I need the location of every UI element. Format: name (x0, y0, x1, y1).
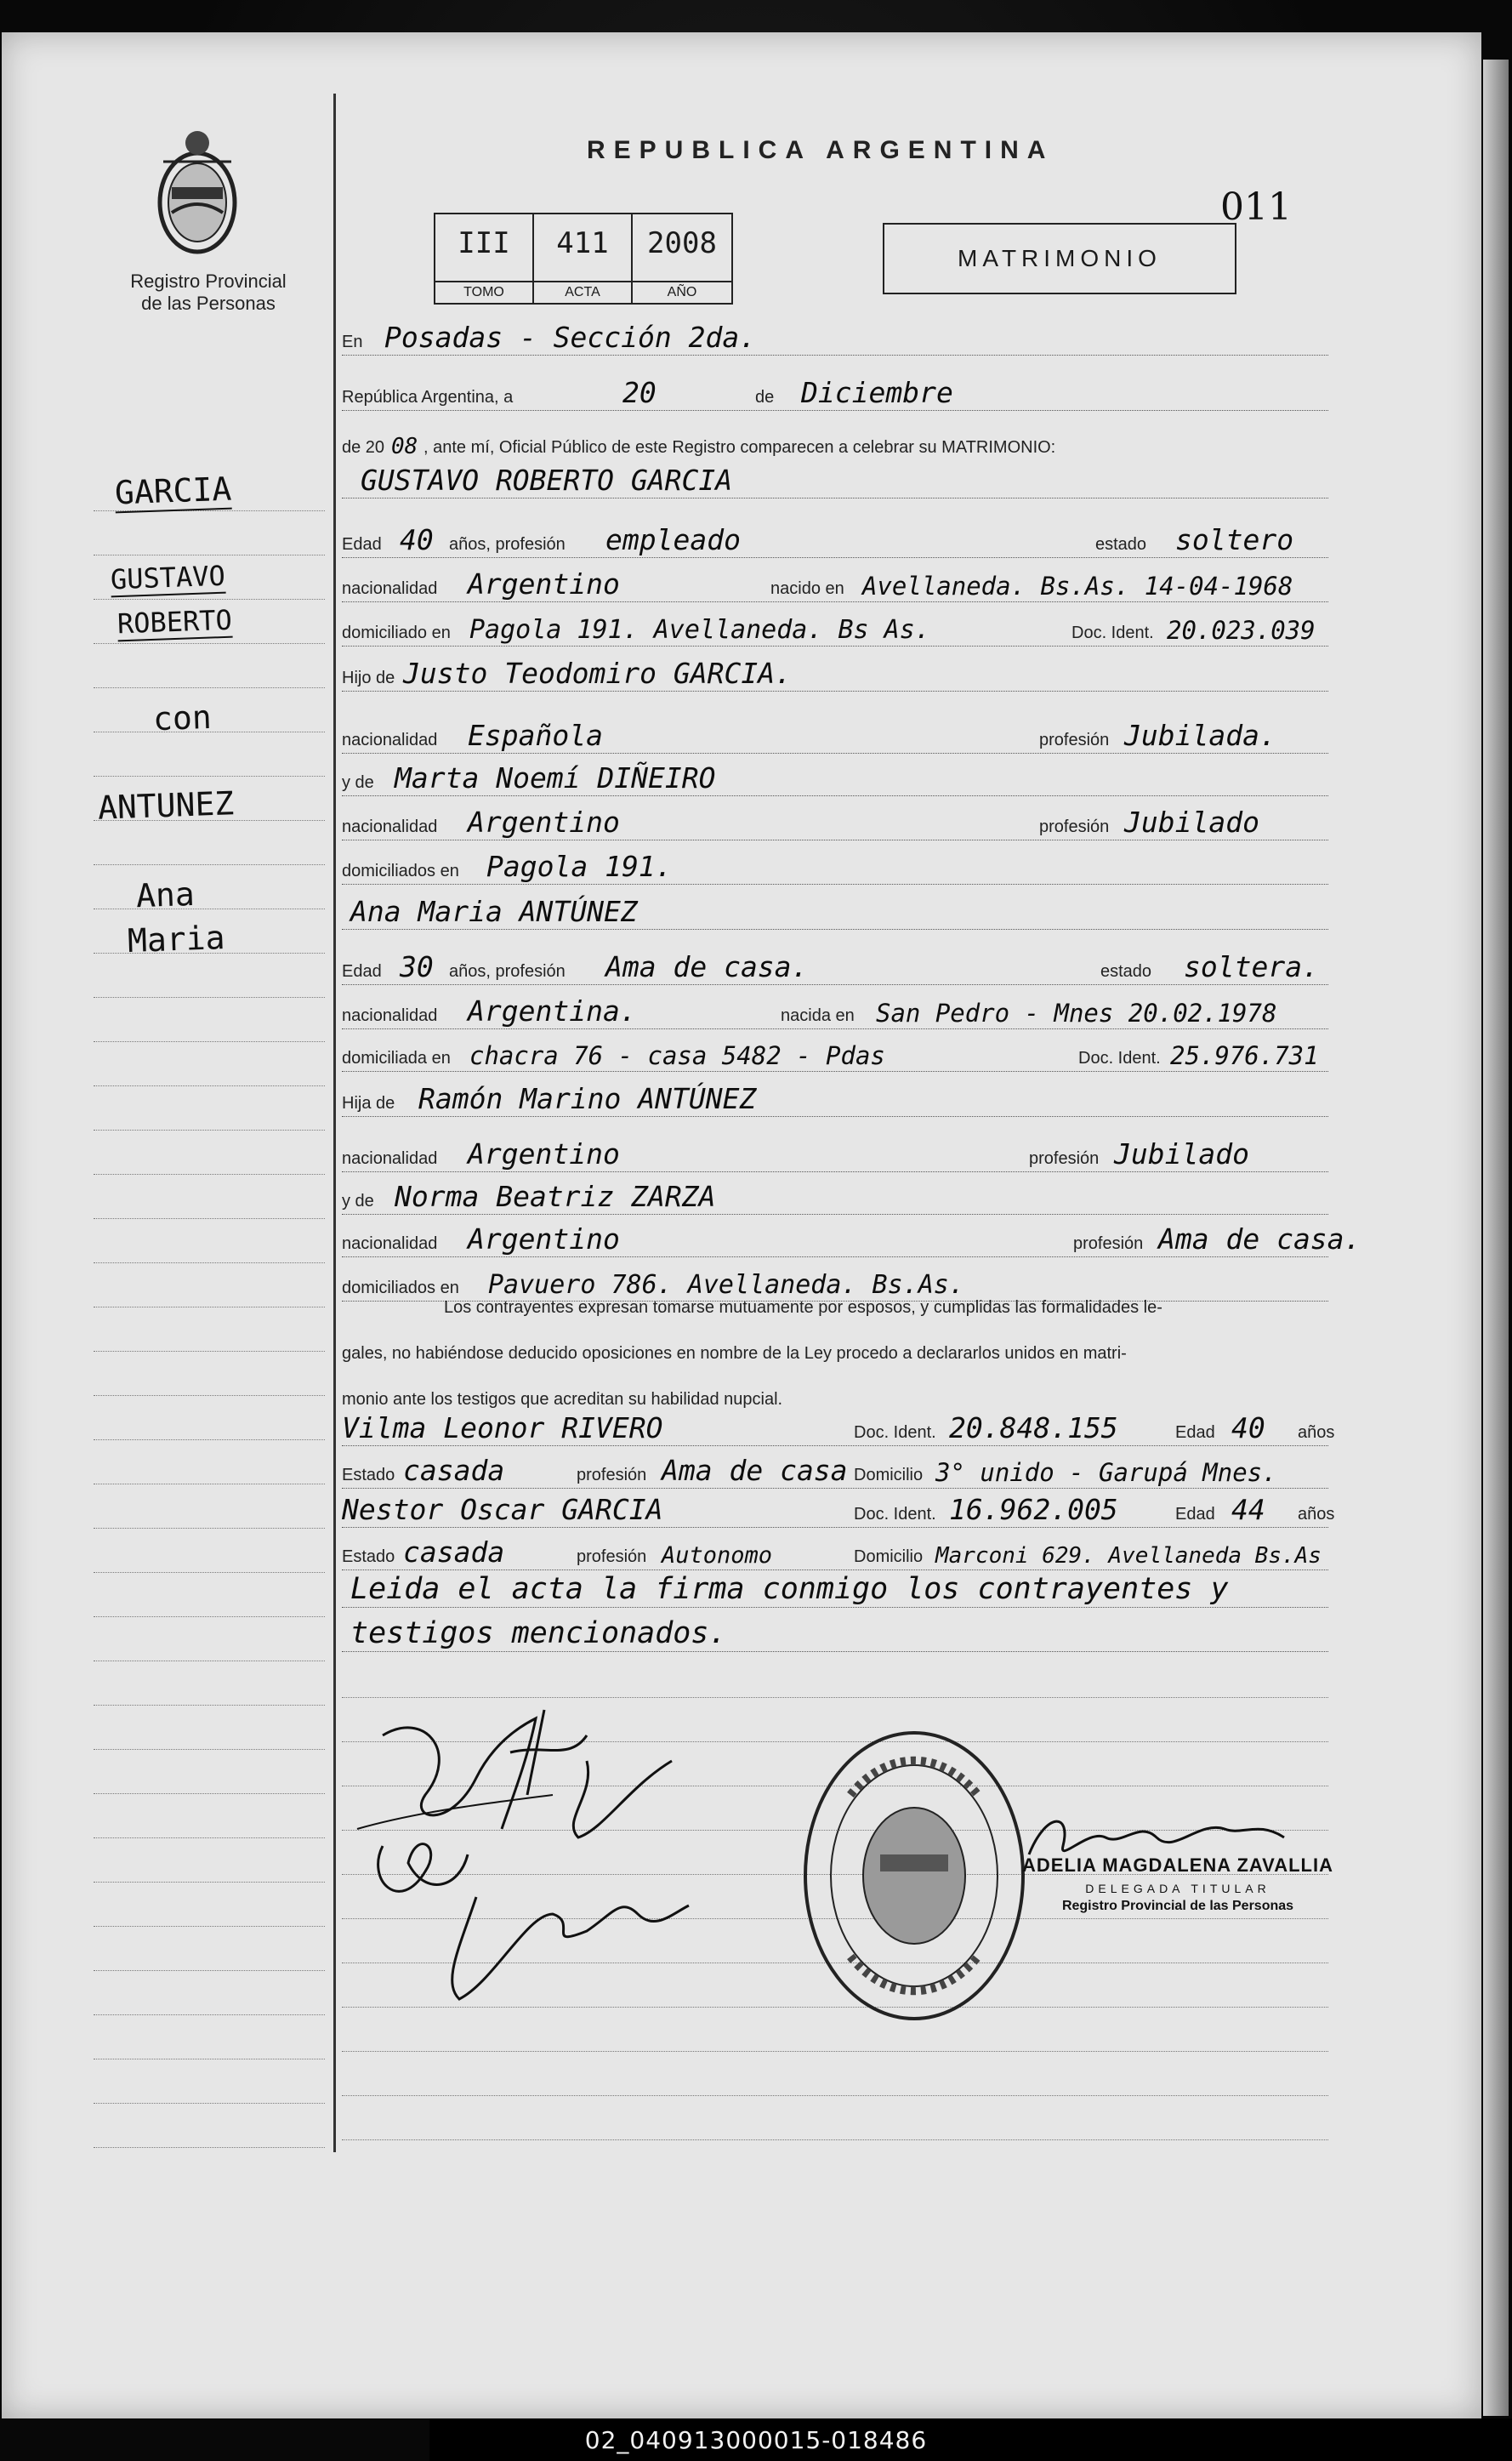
value-witness2-doc: 16.962.005 (949, 1493, 1118, 1526)
declaration-line1: Los contrayentes expresan tomarse mutuamente por esposos, y cumplidas las formalidades le- (444, 1298, 1162, 1317)
value-bride-father-profession: Jubilado (1114, 1137, 1249, 1171)
value-witness1-age: 40 (1231, 1411, 1265, 1444)
official-seal-icon (799, 1727, 1029, 2025)
value-groom-father-profession: Jubilada. (1124, 719, 1276, 752)
margin-rule-line (94, 2014, 325, 2015)
margin-rule-line (94, 1041, 325, 1042)
margin-note-second-name-bride: Maria (127, 919, 226, 960)
margin-rule-line (94, 1926, 325, 1927)
registry-caption (111, 271, 306, 315)
ref-ano-label: AÑO (633, 281, 731, 303)
row-witness2-details (342, 1535, 1328, 1574)
label-anos: años (1298, 1423, 1335, 1442)
label-de: de (755, 388, 775, 407)
value-bride-domicile: chacra 76 - casa 5482 - Pdas (469, 1041, 885, 1070)
label-ante: , ante mí, Oficial Público de este Registro comparecen a celebrar su MATRIMONIO: (423, 438, 1056, 457)
row-bride-age (342, 950, 1328, 988)
signature-scribbles-icon (332, 1659, 740, 2042)
margin-rule-line (94, 1970, 325, 1971)
margin-rule-line (94, 1837, 325, 1838)
ref-ano (633, 214, 731, 303)
value-groom-name: GUSTAVO ROBERTO GARCIA (361, 464, 733, 497)
value-groom-domicile: Pagola 191. Avellaneda. Bs As. (469, 615, 930, 645)
country-title: REPUBLICA ARGENTINA (587, 136, 1054, 164)
notary-block (1008, 1854, 1348, 1914)
value-witness2-estado: casada (403, 1535, 505, 1569)
label-doc: Doc. Ident. (1071, 624, 1154, 642)
value-witness1-name: Vilma Leonor RIVERO (342, 1411, 663, 1444)
margin-note-surname-bride: ANTUNEZ (97, 784, 235, 827)
margin-rule-line (94, 1793, 325, 1794)
label-doc: Doc. Ident. (854, 1423, 936, 1442)
row-witness1-details (342, 1456, 1328, 1492)
margin-rule-line (94, 1085, 325, 1086)
value-bride-father-nationality: Argentino (468, 1137, 620, 1171)
margin-rule-line (94, 1705, 325, 1706)
value-closing-line1: Leida el acta la firma conmigo los contrayentes y (350, 1572, 1229, 1606)
margin-rule-line (94, 864, 325, 865)
value-groom-father: Justo Teodomiro GARCIA. (403, 657, 792, 690)
label-estado: Estado (342, 1547, 395, 1566)
row-groom-father-nationality (342, 721, 1328, 757)
signature-rule-line (342, 2051, 1328, 2052)
ref-acta (534, 214, 633, 303)
label-estado: estado (1095, 535, 1147, 554)
row-groom-age (342, 523, 1328, 561)
declaration-line3: monio ante los testigos que acreditan su habilidad nupcial. (342, 1390, 783, 1409)
row-groom-mother (342, 761, 1328, 800)
label-estado: estado (1100, 962, 1152, 981)
margin-rule-line (94, 776, 325, 777)
margin-note-second-name-groom: ROBERTO (117, 603, 233, 641)
label-en: En (342, 333, 363, 351)
value-month: Diciembre (801, 376, 953, 409)
label-y-de: y de (342, 773, 374, 792)
label-profesion: profesión (1029, 1149, 1100, 1168)
margin-rule-line (94, 1218, 325, 1219)
label-hija: Hija de (342, 1094, 395, 1113)
label-anos: años (1298, 1505, 1335, 1524)
row-groom-father (342, 659, 1328, 695)
label-domicilio: Domicilio (854, 1547, 924, 1566)
row-groom-mother-nationality (342, 808, 1328, 844)
value-bride-mother-profession: Ama de casa. (1158, 1222, 1361, 1256)
margin-rule-line (94, 1572, 325, 1573)
provincial-coat-of-arms-icon (146, 128, 248, 264)
value-groom-age: 40 (400, 523, 434, 556)
margin-rule-line (94, 599, 325, 600)
margin-rule-line (94, 2103, 325, 2104)
value-witness2-domicile: Marconi 629. Avellaneda Bs.As (935, 1543, 1322, 1569)
label-nacionalidad: nacionalidad (342, 1149, 438, 1168)
page-number: 011 (1220, 185, 1292, 229)
row-groom-name (342, 466, 1328, 502)
row-groom-parents-domicile (342, 852, 1328, 888)
label-nacida: nacida en (781, 1006, 855, 1025)
value-groom-birth: Avellaneda. Bs.As. 14-04-1968 (862, 572, 1293, 601)
value-year: 08 (391, 434, 418, 459)
label-edad: Edad (342, 535, 382, 554)
margin-rule-line (94, 687, 325, 688)
ref-ano-value: 2008 (647, 226, 717, 260)
signature-rule-line (342, 2095, 1328, 2096)
row-closing-2 (342, 1616, 1328, 1655)
value-bride-nationality: Argentina. (468, 994, 637, 1028)
margin-rule-line (94, 997, 325, 998)
label-profesion: años, profesión (449, 535, 566, 554)
margin-note-surname-groom: GARCIA (114, 470, 232, 512)
label-republica: República Argentina, a (342, 388, 514, 407)
label-nacionalidad: nacionalidad (342, 1006, 438, 1025)
margin-rule-line (94, 1395, 325, 1396)
value-bride-age: 30 (400, 950, 434, 983)
label-nacionalidad: nacionalidad (342, 731, 438, 749)
row-bride-nationality (342, 994, 1328, 1033)
document-type-box: MATRIMONIO (883, 223, 1236, 294)
margin-rule-line (94, 1130, 325, 1131)
signature-rule-line (342, 2139, 1328, 2140)
margin-note-first-name-groom: GUSTAVO (110, 559, 226, 596)
label-nacionalidad: nacionalidad (342, 1234, 438, 1253)
registry-name-line2: de las Personas (141, 293, 276, 314)
margin-rule-line (94, 1882, 325, 1883)
row-place (342, 323, 1328, 359)
row-groom-domicile (342, 614, 1328, 650)
label-profesion: profesión (1073, 1234, 1144, 1253)
value-groom-mother-profession: Jubilado (1124, 806, 1259, 839)
margin-rule-line (94, 1749, 325, 1750)
value-groom-doc: 20.023.039 (1167, 616, 1316, 645)
label-year-prefix: de 20 (342, 438, 385, 457)
margin-rule-line (94, 1351, 325, 1352)
value-place: Posadas - Sección 2da. (384, 321, 757, 354)
value-bride-doc: 25.976.731 (1170, 1041, 1319, 1070)
value-groom-mother: Marta Noemí DIÑEIRO (395, 761, 716, 795)
value-witness1-estado: casada (403, 1454, 505, 1487)
notary-title: DELEGADA TITULAR (1085, 1882, 1270, 1895)
value-witness1-domicile: 3° unido - Garupá Mnes. (935, 1458, 1277, 1487)
margin-note-first-name-bride: Ana (135, 874, 196, 915)
ref-tomo (435, 214, 534, 303)
registry-name-line1: Registro Provincial (130, 271, 287, 292)
margin-rule-line (94, 1528, 325, 1529)
label-edad: Edad (342, 962, 382, 981)
label-nacionalidad: nacionalidad (342, 817, 438, 836)
margin-rule-line (94, 1616, 325, 1617)
value-day: 20 (622, 376, 657, 409)
value-bride-parents-domicile: Pavuero 786. Avellaneda. Bs.As. (488, 1270, 964, 1300)
value-groom-nationality: Argentino (468, 567, 620, 601)
row-year (342, 434, 1328, 464)
row-date (342, 376, 1328, 414)
row-bride-mother (342, 1182, 1328, 1218)
label-profesion: profesión (577, 1466, 647, 1484)
value-bride-birth: San Pedro - Mnes 20.02.1978 (876, 999, 1277, 1028)
margin-rule-line (94, 2147, 325, 2148)
label-doc: Doc. Ident. (1078, 1049, 1161, 1068)
value-witness1-profession: Ama de casa (662, 1454, 848, 1487)
value-closing-line2: testigos mencionados. (350, 1616, 727, 1650)
value-groom-profession: empleado (605, 523, 741, 556)
declaration-line2: gales, no habiéndose deducido oposiciones en nombre de la Ley procedo a declararlos unidos en matri- (342, 1344, 1127, 1363)
label-domiciliada: domiciliada en (342, 1049, 451, 1068)
label-edad: Edad (1175, 1505, 1215, 1524)
label-doc: Doc. Ident. (854, 1505, 936, 1524)
row-bride-domicile (342, 1040, 1328, 1075)
margin-rule-line (94, 643, 325, 644)
value-bride-name: Ana Maria ANTÚNEZ (350, 895, 638, 928)
label-estado: Estado (342, 1466, 395, 1484)
value-witness1-doc: 20.848.155 (949, 1411, 1118, 1444)
row-closing-1 (342, 1572, 1328, 1611)
margin-rule-line (94, 1174, 325, 1175)
label-y-de: y de (342, 1192, 374, 1211)
value-groom-estado: soltero (1175, 523, 1294, 556)
ref-tomo-label: TOMO (435, 281, 532, 303)
notary-name: ADELIA MAGDALENA ZAVALLIA (1022, 1854, 1333, 1876)
reference-box (434, 213, 733, 305)
margin-rule-line (94, 1262, 325, 1263)
value-bride-mother: Norma Beatriz ZARZA (395, 1180, 716, 1213)
label-profesion: profesión (1039, 731, 1110, 749)
label-profesion: profesión (577, 1547, 647, 1566)
margin-note-con: con (152, 698, 213, 738)
row-bride-name (342, 897, 1328, 933)
value-bride-father: Ramón Marino ANTÚNEZ (418, 1082, 757, 1115)
value-groom-father-nationality: Española (468, 719, 603, 752)
label-profesion: años, profesión (449, 962, 566, 981)
label-domiciliado: domiciliado en (342, 624, 451, 642)
label-hijo: Hijo de (342, 669, 395, 687)
value-witness2-name: Nestor Oscar GARCIA (342, 1493, 663, 1526)
row-groom-nationality (342, 567, 1328, 606)
label-domiciliados: domiciliados en (342, 1279, 459, 1297)
row-bride-mother-nationality (342, 1222, 1361, 1261)
value-witness2-profession: Autonomo (662, 1542, 773, 1569)
row-witness2-name (342, 1493, 1335, 1531)
ref-acta-value: 411 (556, 226, 609, 260)
value-witness2-age: 44 (1231, 1493, 1265, 1526)
value-bride-mother-nationality: Argentino (468, 1222, 620, 1256)
label-domicilio: Domicilio (854, 1466, 924, 1484)
label-domiciliados: domiciliados en (342, 862, 459, 880)
ref-tomo-value: III (458, 226, 510, 260)
value-groom-mother-nationality: Argentino (468, 806, 620, 839)
value-bride-profession: Ama de casa. (605, 950, 809, 983)
label-profesion: profesión (1039, 817, 1110, 836)
value-groom-parents-domicile: Pagola 191. (486, 850, 673, 883)
row-bride-father-nationality (342, 1137, 1328, 1176)
scan-file-code: 02_040913000015-018486 (584, 2426, 928, 2454)
label-nacionalidad: nacionalidad (342, 579, 438, 598)
ref-acta-label: ACTA (534, 281, 631, 303)
value-bride-estado: soltera. (1184, 950, 1319, 983)
margin-rule-line (94, 1439, 325, 1440)
label-edad: Edad (1175, 1423, 1215, 1442)
row-bride-father (342, 1082, 1328, 1120)
row-witness1-name (342, 1411, 1335, 1450)
notary-registry: Registro Provincial de las Personas (1061, 1899, 1294, 1913)
label-nacido: nacido en (770, 579, 844, 598)
